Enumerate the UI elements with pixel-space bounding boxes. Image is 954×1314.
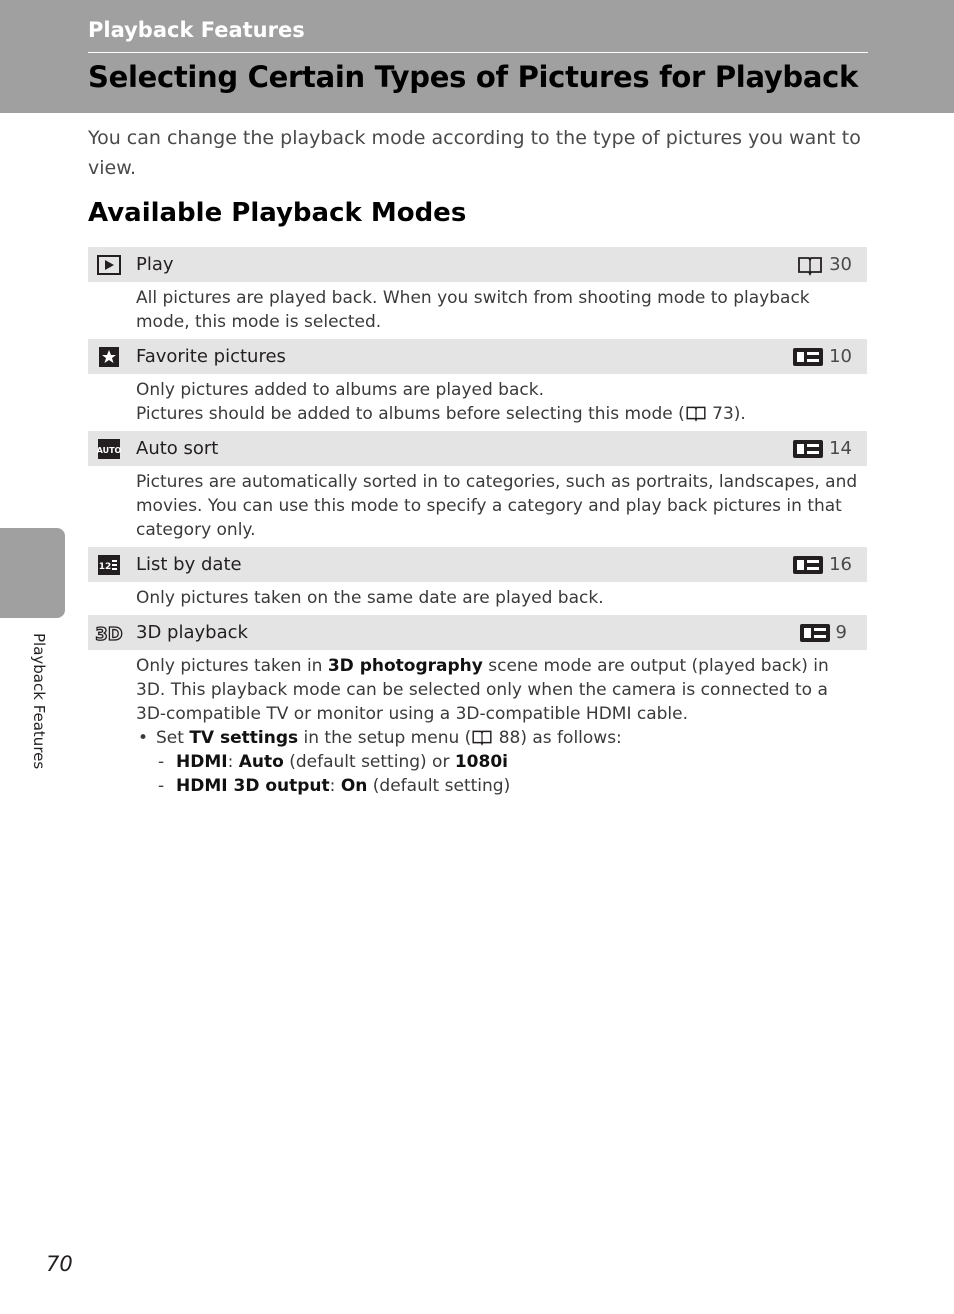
- text-fragment: Only pictures taken in: [136, 656, 328, 676]
- mode-name: Play: [136, 254, 174, 275]
- reference-page: 9: [835, 622, 847, 643]
- section-heading: Available Playback Modes: [88, 198, 467, 228]
- book-icon: [797, 255, 823, 275]
- text-fragment: in the setup menu (: [298, 728, 472, 748]
- book-icon: [471, 728, 493, 748]
- reference-page: 10: [829, 346, 852, 367]
- mode-description: [88, 282, 867, 339]
- description-line: [136, 402, 859, 426]
- svg-text:AUTO: AUTO: [96, 445, 122, 455]
- play-mode-icon: [96, 255, 122, 275]
- mode-name: List by date: [136, 554, 242, 575]
- page-header: [0, 0, 954, 113]
- description-paragraph: [136, 654, 859, 726]
- mode-row-3d-playback: [88, 615, 867, 650]
- bullet-item: [136, 726, 859, 750]
- text-fragment: ).: [733, 404, 746, 424]
- description-text: Pictures are automatically sorted in to categories, such as portraits, landscapes, and movies. You can use this mode to specify a category and play back pictures in that category only.: [136, 472, 858, 540]
- page-reference: [800, 615, 847, 650]
- page-reference: [793, 431, 852, 466]
- reference-section-icon: [793, 440, 823, 458]
- page-reference: [793, 547, 852, 582]
- playback-modes-table: [88, 247, 867, 803]
- list-by-date-icon: [96, 555, 122, 575]
- mode-description: [88, 650, 867, 803]
- setting-name: HDMI: [176, 752, 228, 772]
- svg-text:12: 12: [98, 561, 112, 572]
- section-label: Playback Features: [88, 18, 305, 42]
- text-fragment: scene mode are output (played back) in 3D. This playback mode can be selected only when the camera is connected to a 3D-compatible TV or monitor using a 3D-compatible HDMI cable.: [136, 656, 829, 724]
- reference-page: 14: [829, 438, 852, 459]
- reference-page: 73: [712, 404, 734, 424]
- mode-description: [88, 582, 867, 615]
- page-number: 70: [46, 1252, 73, 1276]
- intro-paragraph: You can change the playback mode according to the type of pictures you want to view.: [88, 127, 861, 179]
- svg-text:3D: 3D: [95, 623, 123, 645]
- scene-mode-name: 3D photography: [327, 656, 483, 676]
- dash-item: [136, 750, 859, 774]
- auto-sort-icon: [96, 439, 122, 459]
- reference-page: 30: [829, 254, 852, 275]
- header-divider: [88, 52, 868, 53]
- mode-row-auto-sort: [88, 431, 867, 466]
- reference-section-icon: [800, 624, 830, 642]
- text-fragment: Set: [156, 728, 190, 748]
- mode-name: 3D playback: [136, 622, 248, 643]
- reference-page: 88: [498, 728, 521, 748]
- mode-name: Auto sort: [136, 438, 219, 459]
- favorite-star-icon: [96, 347, 122, 367]
- setting-name: HDMI 3D output: [176, 776, 330, 796]
- setting-value: Auto: [238, 752, 284, 772]
- mode-row-favorite-pictures: [88, 339, 867, 374]
- text-fragment: :: [329, 776, 341, 796]
- setting-value: On: [340, 776, 368, 796]
- page-reference: [797, 247, 852, 282]
- description-line: Only pictures added to albums are played back.: [136, 380, 544, 400]
- mode-description: [88, 374, 867, 431]
- page-title: Selecting Certain Types of Pictures for Playback: [88, 60, 859, 94]
- reference-section-icon: [793, 348, 823, 366]
- text-fragment: (default setting) or: [283, 752, 455, 772]
- mode-row-play: [88, 247, 867, 282]
- mode-description: [88, 466, 867, 547]
- mode-name: Favorite pictures: [136, 346, 286, 367]
- side-tab-label: Playback Features: [30, 633, 48, 770]
- dash-item: [136, 774, 859, 798]
- setting-value: 1080i: [454, 752, 508, 772]
- page-reference: [793, 339, 852, 374]
- text-fragment: :: [227, 752, 239, 772]
- mode-row-list-by-date: [88, 547, 867, 582]
- text-fragment: Pictures should be added to albums before selecting this mode (: [136, 404, 685, 424]
- 3d-playback-icon: [96, 623, 122, 643]
- description-text: Only pictures taken on the same date are played back.: [136, 588, 604, 608]
- menu-item-name: TV settings: [189, 728, 299, 748]
- reference-section-icon: [793, 556, 823, 574]
- book-icon: [685, 404, 707, 424]
- text-fragment: (default setting): [367, 776, 511, 796]
- reference-page: 16: [829, 554, 852, 575]
- text-fragment: ) as follows:: [520, 728, 622, 748]
- side-tab: [0, 528, 65, 618]
- description-text: All pictures are played back. When you switch from shooting mode to playback mode, this mode is selected.: [136, 288, 810, 332]
